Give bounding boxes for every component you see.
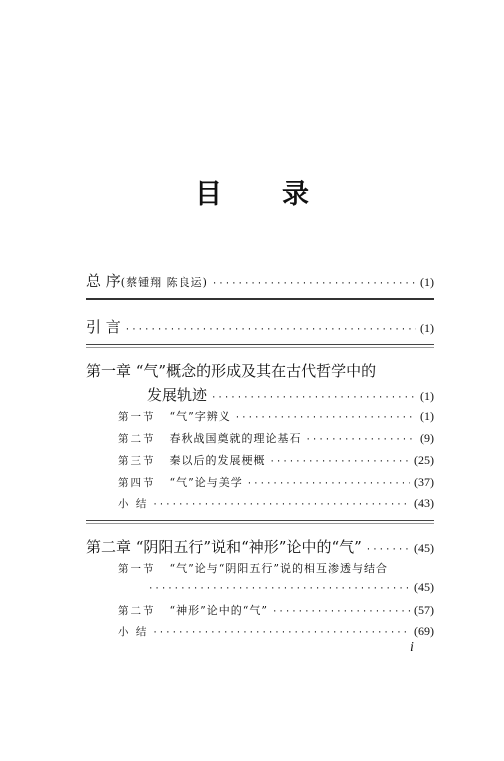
- title-char: 目: [195, 179, 252, 210]
- chapter2-title[interactable]: [86, 536, 434, 557]
- entry-page: (1): [420, 321, 434, 335]
- chapter-title: 第一章 “气”概念的形成及其在古代哲学中的: [86, 362, 377, 380]
- chapter-title-cont: 发展轨迹: [147, 386, 208, 404]
- leader-dots: [270, 457, 411, 467]
- entry-page: (69): [414, 624, 434, 638]
- toc-section[interactable]: [118, 602, 434, 618]
- toc-section[interactable]: [118, 474, 434, 490]
- entry-page: (37): [414, 475, 434, 489]
- title-char: 录: [282, 179, 339, 210]
- leader-dots: [212, 279, 416, 289]
- entry-authors: (蔡锺翔 陈良运): [120, 276, 208, 289]
- entry-page: (1): [420, 275, 434, 289]
- entry-page: (43): [414, 496, 434, 510]
- section-title: “神形”论中的“气”: [169, 604, 268, 617]
- entry-page: (25): [414, 453, 434, 467]
- entry-page: (9): [420, 431, 434, 445]
- divider: [86, 520, 434, 521]
- section-number: 第一节: [118, 563, 156, 575]
- section-number: 第二节: [118, 605, 156, 617]
- page-title: [0, 172, 504, 211]
- section-title: 秦以后的发展梗概: [169, 454, 266, 467]
- toc-entry-intro[interactable]: [86, 316, 434, 337]
- chapter-title: 第二章 “阴阳五行”说和“神形”论中的“气”: [86, 538, 362, 556]
- entry-label: 引 言: [86, 318, 121, 336]
- toc-section[interactable]: [118, 452, 434, 468]
- section-title: 春秋战国奠就的理论基石: [169, 432, 302, 445]
- toc-section-summary[interactable]: [118, 496, 434, 511]
- entry-page: (45): [414, 580, 434, 594]
- section-number: 小 结: [118, 498, 149, 510]
- toc-section-summary[interactable]: [118, 624, 434, 639]
- leader-dots: [306, 435, 417, 445]
- leader-dots: [235, 413, 416, 423]
- section-title: “气”论与“阴阳五行”说的相互渗透与结合: [169, 562, 388, 575]
- section-number: 第二节: [118, 433, 156, 445]
- section-number: 第三节: [118, 455, 156, 467]
- entry-label: 总 序: [86, 272, 121, 290]
- section-number: 小 结: [118, 626, 149, 638]
- entry-page: (45): [414, 541, 434, 555]
- leader-dots: [366, 545, 410, 555]
- chapter1-title-line2[interactable]: [147, 384, 434, 405]
- leader-dots: [247, 479, 410, 489]
- leader-dots: [211, 393, 416, 403]
- divider: [86, 298, 434, 300]
- section-title: “气”字辨义: [169, 410, 231, 423]
- chapter1-title-line1[interactable]: [86, 360, 434, 381]
- leader-dots: [125, 325, 416, 335]
- leader-dots: [148, 584, 410, 594]
- entry-page: (1): [420, 389, 434, 403]
- entry-page: (57): [414, 603, 434, 617]
- page-number: i: [410, 640, 414, 655]
- leader-dots: [152, 628, 410, 638]
- toc-section-cont[interactable]: [148, 580, 434, 595]
- section-number: 第一节: [118, 411, 156, 423]
- toc-entry-preface[interactable]: [86, 270, 434, 291]
- section-title: “气”论与美学: [169, 476, 243, 489]
- divider: [86, 344, 434, 345]
- toc-section[interactable]: [118, 560, 434, 576]
- section-number: 第四节: [118, 477, 156, 489]
- toc-section[interactable]: [118, 430, 434, 446]
- leader-dots: [152, 500, 410, 510]
- entry-page: (1): [420, 409, 434, 423]
- leader-dots: [272, 607, 410, 617]
- toc-section[interactable]: [118, 408, 434, 424]
